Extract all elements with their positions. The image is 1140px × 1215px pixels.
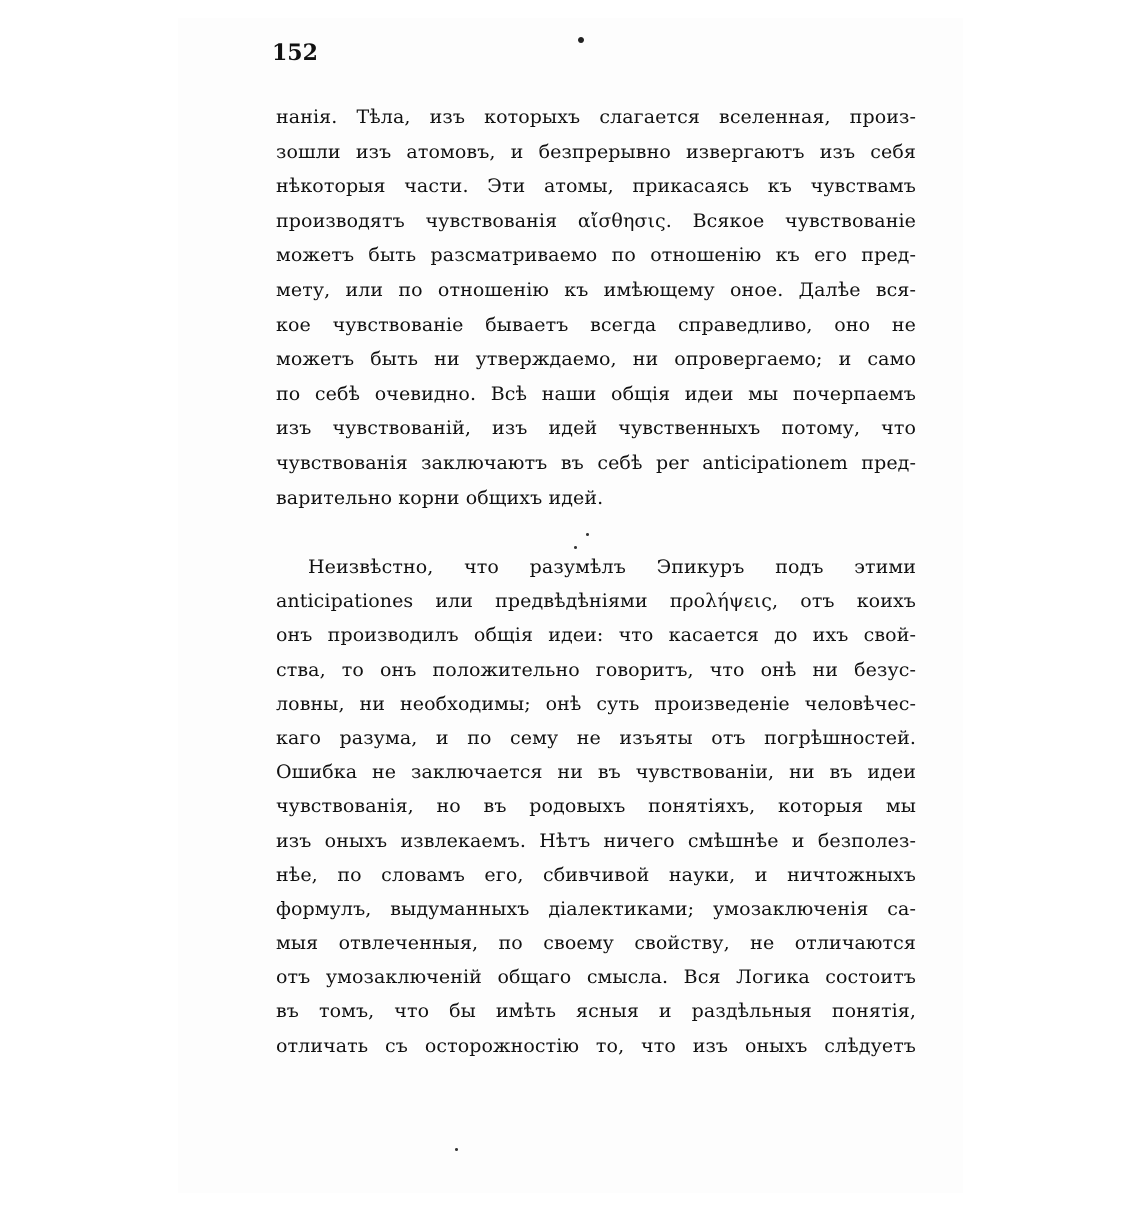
text-line: отъ умозаключеній общаго смысла. Вся Логика состоитъ xyxy=(276,966,916,989)
text-line: Неизвѣстно, что разумѣлъ Эпикуръ подъ этими xyxy=(308,556,916,578)
text-line: нанія. Тѣла, изъ которыхъ слагается вселенная, произ- xyxy=(276,106,916,128)
ink-speck xyxy=(586,533,589,536)
text-line: отличать съ осторожностію то, что изъ оныхъ слѣдуетъ xyxy=(276,1034,916,1057)
text-line: ловны, ни необходимы; онѣ суть произведеніе человѣчес- xyxy=(276,692,916,715)
text-line: изъ оныхъ извлекаемъ. Нѣтъ ничего смѣшнѣе и безполез- xyxy=(276,829,916,852)
text-line: чувствованія заключаютъ въ себѣ per anticipationem пред- xyxy=(276,451,916,474)
text-line: изъ чувствованій, изъ идей чувственныхъ потому, что xyxy=(276,417,916,440)
text-line: мыя отвлеченныя, по своему свойству, не отличаются xyxy=(276,932,916,955)
text-line: ства, то онъ положительно говоритъ, что онѣ ни безус- xyxy=(276,658,916,681)
text-line: по себѣ очевидно. Всѣ наши общія идеи мы почерпаемъ xyxy=(276,382,916,405)
text-line: онъ производилъ общія идеи: что касается до ихъ свой- xyxy=(276,624,916,647)
text-line: зошли изъ атомовъ, и безпрерывно извергаютъ изъ себя xyxy=(276,140,916,163)
text-line: нѣе, по словамъ его, сбивчивой науки, и ничтожныхъ xyxy=(276,863,916,886)
text-line: варительно корни общихъ идей. xyxy=(276,486,604,509)
text-line: въ томъ, что бы имѣть ясныя и раздѣльныя понятія, xyxy=(276,1000,916,1023)
text-line: чувствованія, но въ родовыхъ понятіяхъ, которыя мы xyxy=(276,795,916,818)
text-line: производятъ чувствованія αἴσθησις. Всякое чувствованіе xyxy=(276,209,916,232)
paragraph-1 xyxy=(276,100,916,515)
text-line: нѣкоторыя части. Эти атомы, прикасаясь къ чувствамъ xyxy=(276,175,916,198)
page-number: 152 xyxy=(272,40,318,66)
ink-speck xyxy=(574,546,577,549)
ink-dot xyxy=(578,37,584,43)
ink-speck xyxy=(455,1148,458,1151)
text-line: anticipationes или предвѣдѣніями προλήψεις, отъ коихъ xyxy=(276,590,916,613)
text-line: Ошибка не заключается ни въ чувствованіи, ни въ идеи xyxy=(276,761,916,784)
text-line: кое чувствованіе бываетъ всегда справедливо, оно не xyxy=(276,313,916,336)
text-line: формулъ, выдуманныхъ діалектиками; умозаключенія са- xyxy=(276,897,916,920)
text-line: мету, или по отношенію къ имѣющему оное. Далѣе вся- xyxy=(276,278,916,301)
text-line: каго разума, и по сему не изъяты отъ погрѣшностей. xyxy=(276,726,916,749)
text-line: можетъ быть ни утверждаемо, ни опровергаемо; и само xyxy=(276,348,916,371)
text-line: можетъ быть разсматриваемо по отношенію къ его пред- xyxy=(276,244,916,267)
paragraph-2 xyxy=(276,550,916,1063)
